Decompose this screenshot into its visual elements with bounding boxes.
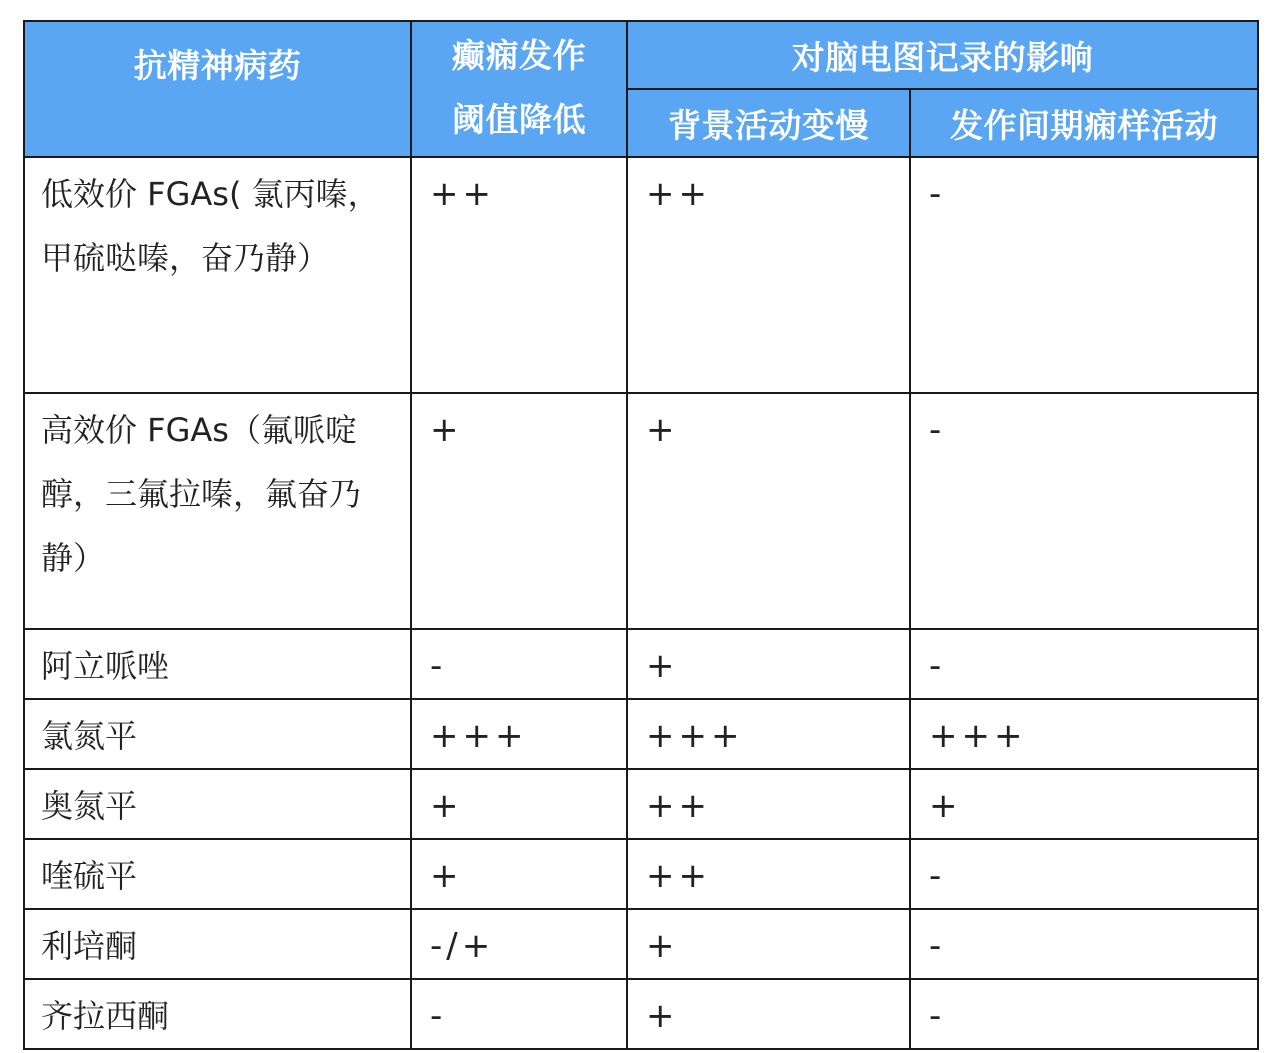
background-cell: ++ (627, 157, 910, 393)
header-eeg-effect: 对脑电图记录的影响 (627, 21, 1258, 89)
table-row (24, 909, 1258, 979)
threshold-cell: +++ (411, 699, 627, 769)
table-row (24, 979, 1258, 1049)
background-cell: + (627, 629, 910, 699)
header-background-slowing: 背景活动变慢 (627, 89, 910, 157)
drug-cell: 低效价 FGAs( 氯丙嗪，甲硫哒嗪，奋乃静） (24, 157, 411, 393)
drug-cell: 高效价 FGAs（氟哌啶醇，三氟拉嗪，氟奋乃静） (24, 393, 411, 629)
table-row (24, 769, 1258, 839)
table-row (24, 699, 1258, 769)
drug-cell: 喹硫平 (24, 839, 411, 909)
interictal-cell: +++ (910, 699, 1258, 769)
drug-cell: 齐拉西酮 (24, 979, 411, 1049)
background-cell: ++ (627, 769, 910, 839)
antipsychotic-eeg-table (23, 20, 1259, 1050)
background-cell: + (627, 979, 910, 1049)
header-threshold-line2: 阈值降低 (452, 100, 586, 139)
threshold-cell: ++ (411, 157, 627, 393)
table-row (24, 157, 1258, 393)
interictal-cell: - (910, 157, 1258, 393)
interictal-cell: - (910, 839, 1258, 909)
interictal-cell: + (910, 769, 1258, 839)
drug-cell: 氯氮平 (24, 699, 411, 769)
interictal-cell: - (910, 979, 1258, 1049)
background-cell: + (627, 909, 910, 979)
background-cell: + (627, 393, 910, 629)
background-cell: +++ (627, 699, 910, 769)
threshold-cell: - (411, 979, 627, 1049)
drug-cell: 奥氮平 (24, 769, 411, 839)
interictal-cell: - (910, 629, 1258, 699)
drug-cell: 利培酮 (24, 909, 411, 979)
drug-cell: 阿立哌唑 (24, 629, 411, 699)
table-row (24, 393, 1258, 629)
interictal-cell: - (910, 393, 1258, 629)
threshold-cell: - (411, 629, 627, 699)
threshold-cell: + (411, 393, 627, 629)
threshold-cell: + (411, 839, 627, 909)
header-drug: 抗精神病药 (24, 21, 411, 157)
threshold-cell: + (411, 769, 627, 839)
table-row (24, 629, 1258, 699)
background-cell: ++ (627, 839, 910, 909)
header-interictal-activity: 发作间期痫样活动 (910, 89, 1258, 157)
header-seizure-threshold (411, 21, 627, 157)
header-threshold-line1: 癫痫发作 (452, 36, 586, 75)
table-row (24, 839, 1258, 909)
interictal-cell: - (910, 909, 1258, 979)
threshold-cell: -/+ (411, 909, 627, 979)
